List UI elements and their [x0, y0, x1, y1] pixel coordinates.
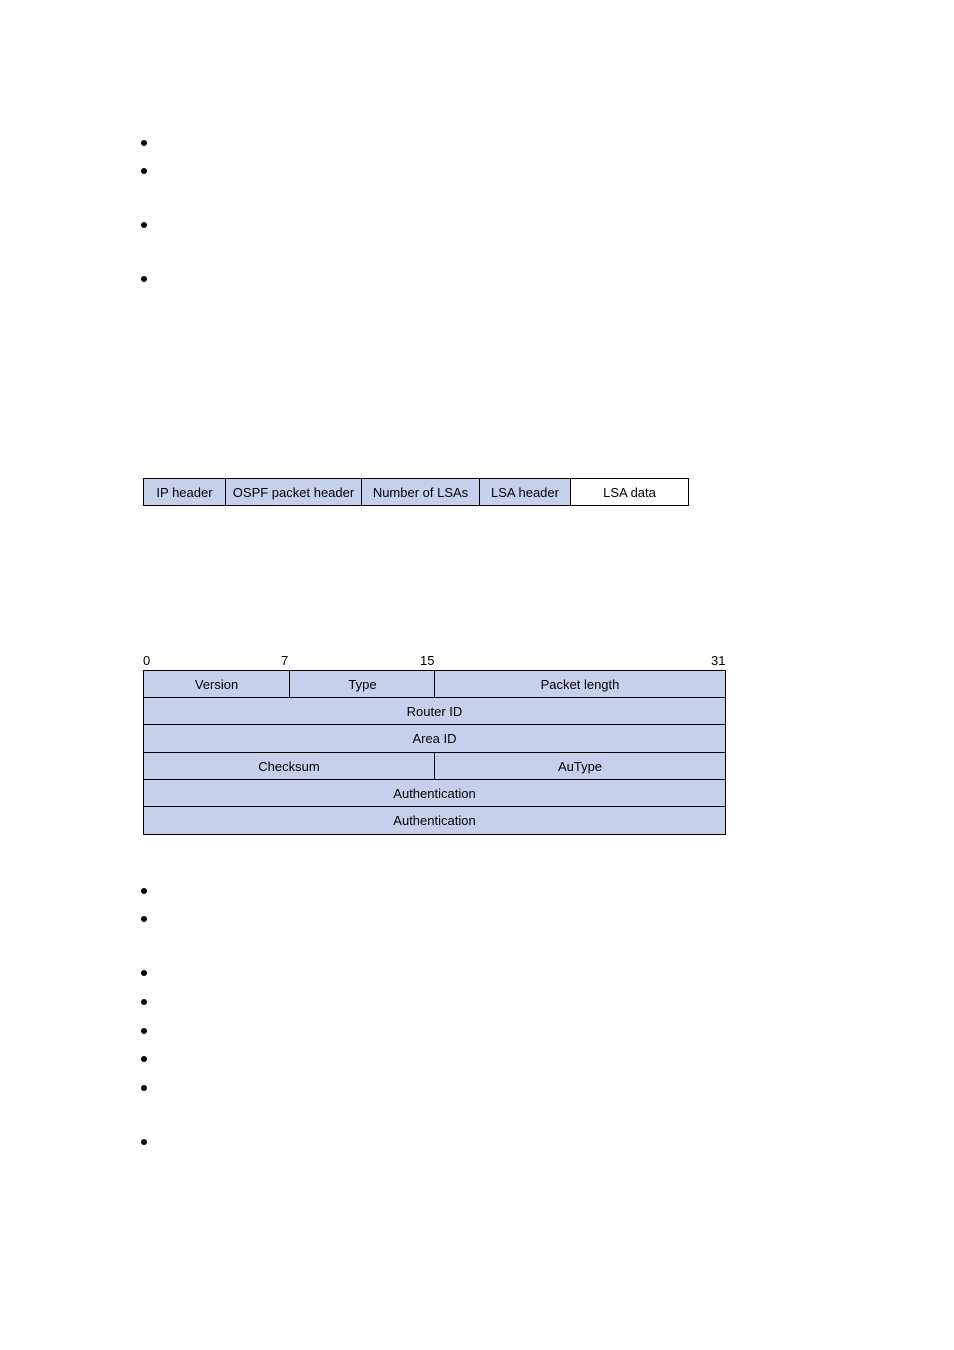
bullet: [141, 999, 147, 1005]
field-version: Version: [143, 670, 290, 698]
bullet: [141, 1056, 147, 1062]
field-lsa-data: LSA data: [570, 478, 689, 506]
bullet: [141, 916, 147, 922]
field-ip-header: IP header: [143, 478, 226, 506]
bullet: [141, 276, 147, 282]
bullet: [141, 1085, 147, 1091]
field-authentication: Authentication: [143, 779, 726, 807]
field-number-of-lsas: Number of LSAs: [361, 478, 480, 506]
field-area-id: Area ID: [143, 724, 726, 753]
field-lsa-header: LSA header: [479, 478, 571, 506]
field-type: Type: [289, 670, 436, 698]
bullet: [141, 970, 147, 976]
bullet: [141, 222, 147, 228]
field-authentication: Authentication: [143, 806, 726, 835]
field-checksum: Checksum: [143, 752, 435, 780]
field-ospf-packet-header: OSPF packet header: [225, 478, 362, 506]
bit-position-label: 7: [281, 653, 289, 668]
bullet: [141, 1139, 147, 1145]
field-router-id: Router ID: [143, 697, 726, 725]
bullet: [141, 168, 147, 174]
bit-position-label: 15: [420, 653, 435, 668]
bit-position-label: 0: [143, 653, 151, 668]
bit-position-label: 31: [711, 653, 726, 668]
bullet: [141, 140, 147, 146]
field-autype: AuType: [434, 752, 726, 780]
bullet: [141, 888, 147, 894]
field-packet-length: Packet length: [434, 670, 726, 698]
bullet: [141, 1028, 147, 1034]
